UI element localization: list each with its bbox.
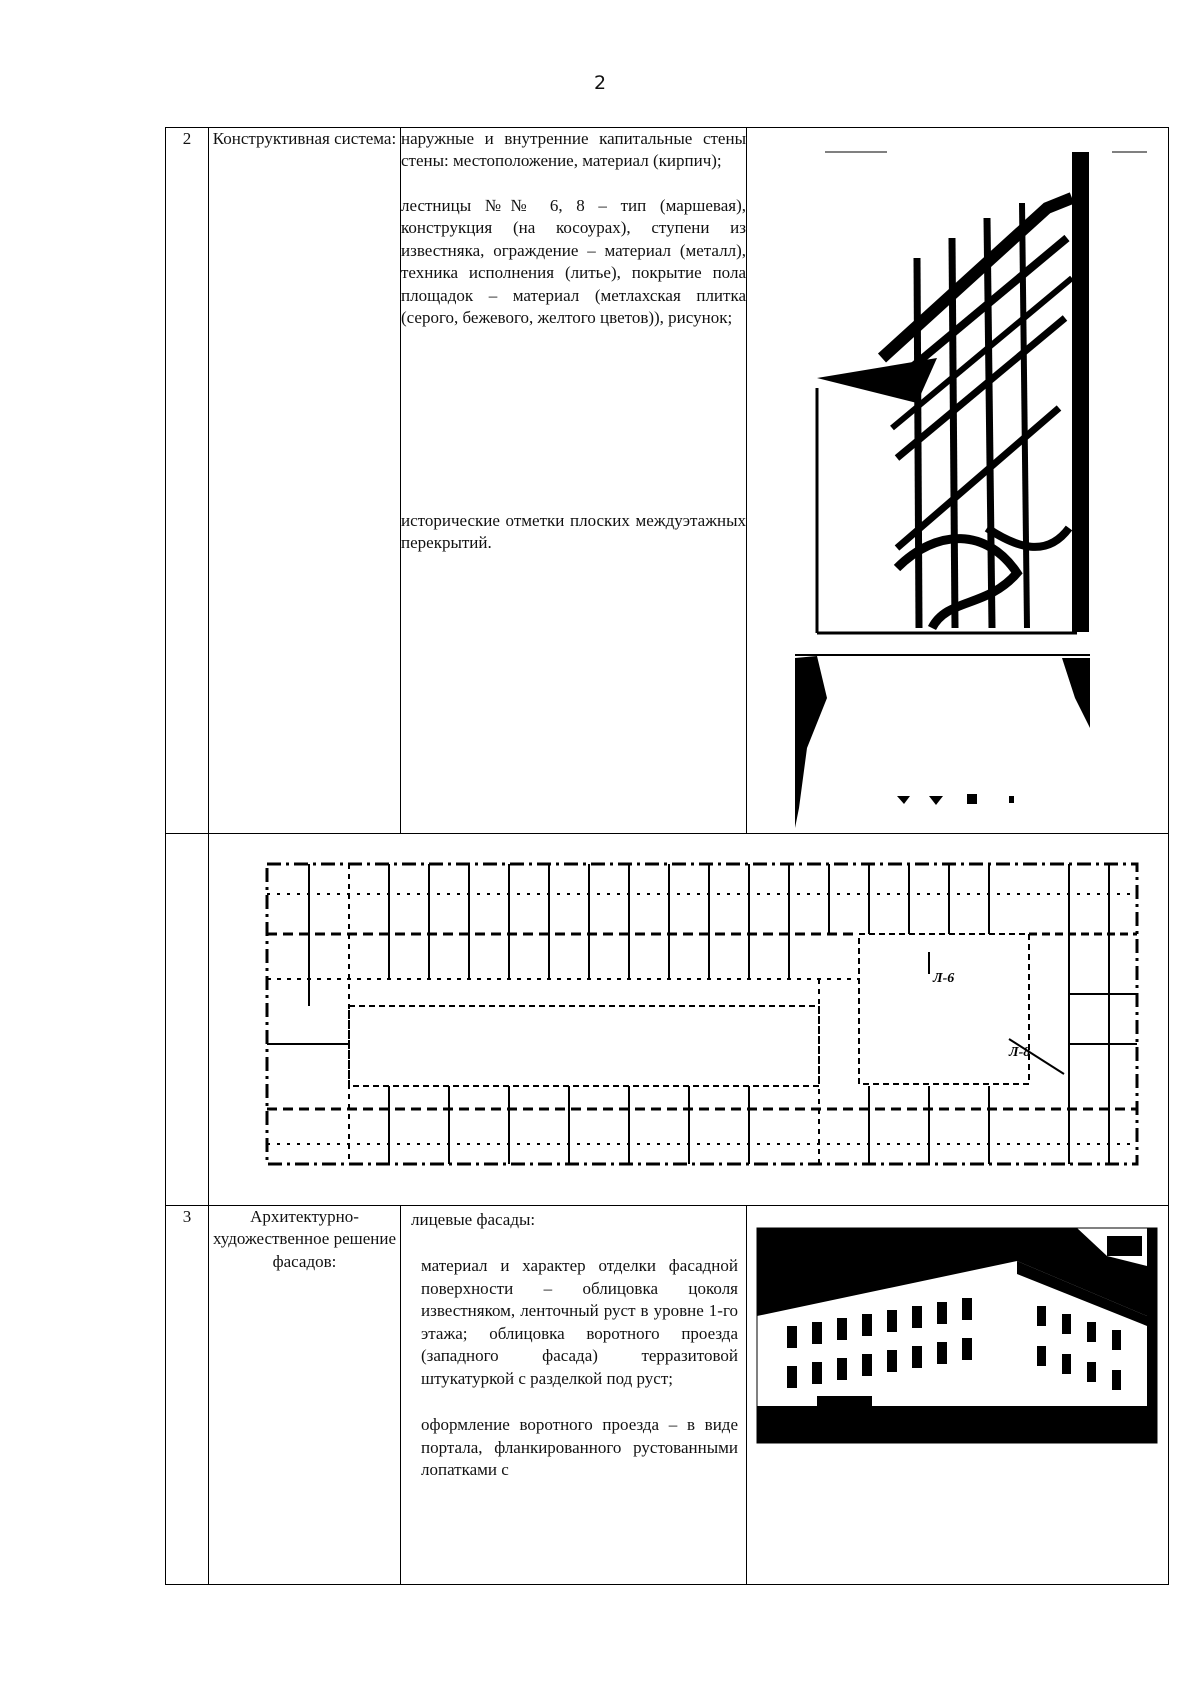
row-label: Архитектурно-художественное решение фасадов: bbox=[209, 1206, 401, 1585]
floor-plan-cell bbox=[209, 834, 1169, 1206]
row-images bbox=[747, 128, 1169, 834]
description-paragraph: оформление воротного проезда – в виде портала, фланкированного рустованными лопатками с bbox=[421, 1415, 738, 1479]
row-number bbox=[166, 834, 209, 1206]
description-paragraph: материал и характер отделки фасадной поверхности – облицовка цоколя известняком, ленточный руст в уровне 1-го этажа; облицовка воротного проезда (западного фасада) терразитовой штукатуркой с разделкой под руст; bbox=[421, 1256, 738, 1388]
row-description bbox=[401, 1206, 747, 1585]
photo-area bbox=[747, 128, 1167, 833]
description-paragraph: лестницы №№ 6, 8 – тип (маршевая), конструкция (на косоурах), ступени из известняка, ограждение – материал (металл), техника исполнения (литье), покрытие пола площадок – материал (метлахская плитка (серого, бежевого, желтого цветов)), рисунок; bbox=[401, 195, 746, 328]
description-paragraph: исторические отметки плоских междуэтажных перекрытий. bbox=[401, 510, 746, 552]
table-row-structural bbox=[166, 128, 1169, 834]
floor-plan bbox=[209, 834, 1167, 1205]
table-row-facades bbox=[166, 1206, 1169, 1585]
heritage-table bbox=[165, 127, 1169, 1585]
row-number: 2 bbox=[166, 128, 209, 834]
staircase-railing-photo bbox=[817, 152, 1158, 633]
row-label: Конструктивная система: bbox=[209, 128, 401, 834]
photo-area bbox=[747, 1206, 1167, 1584]
staircase-detail-photo bbox=[795, 653, 1090, 833]
plan-label-l8: Л-8 bbox=[1009, 1045, 1031, 1060]
plan-label-l6: Л-6 bbox=[933, 971, 955, 986]
row-number: 3 bbox=[166, 1206, 209, 1585]
row-description bbox=[401, 128, 747, 834]
page-number: 2 bbox=[593, 72, 607, 94]
description-paragraph: лицевые фасады: bbox=[411, 1210, 536, 1229]
description-paragraph: наружные и внутренние капитальные стены стены: местоположение, материал (кирпич); bbox=[401, 129, 746, 171]
building-facade-photo bbox=[757, 1228, 1157, 1443]
row-images bbox=[747, 1206, 1169, 1585]
table-row-plan bbox=[166, 834, 1169, 1206]
